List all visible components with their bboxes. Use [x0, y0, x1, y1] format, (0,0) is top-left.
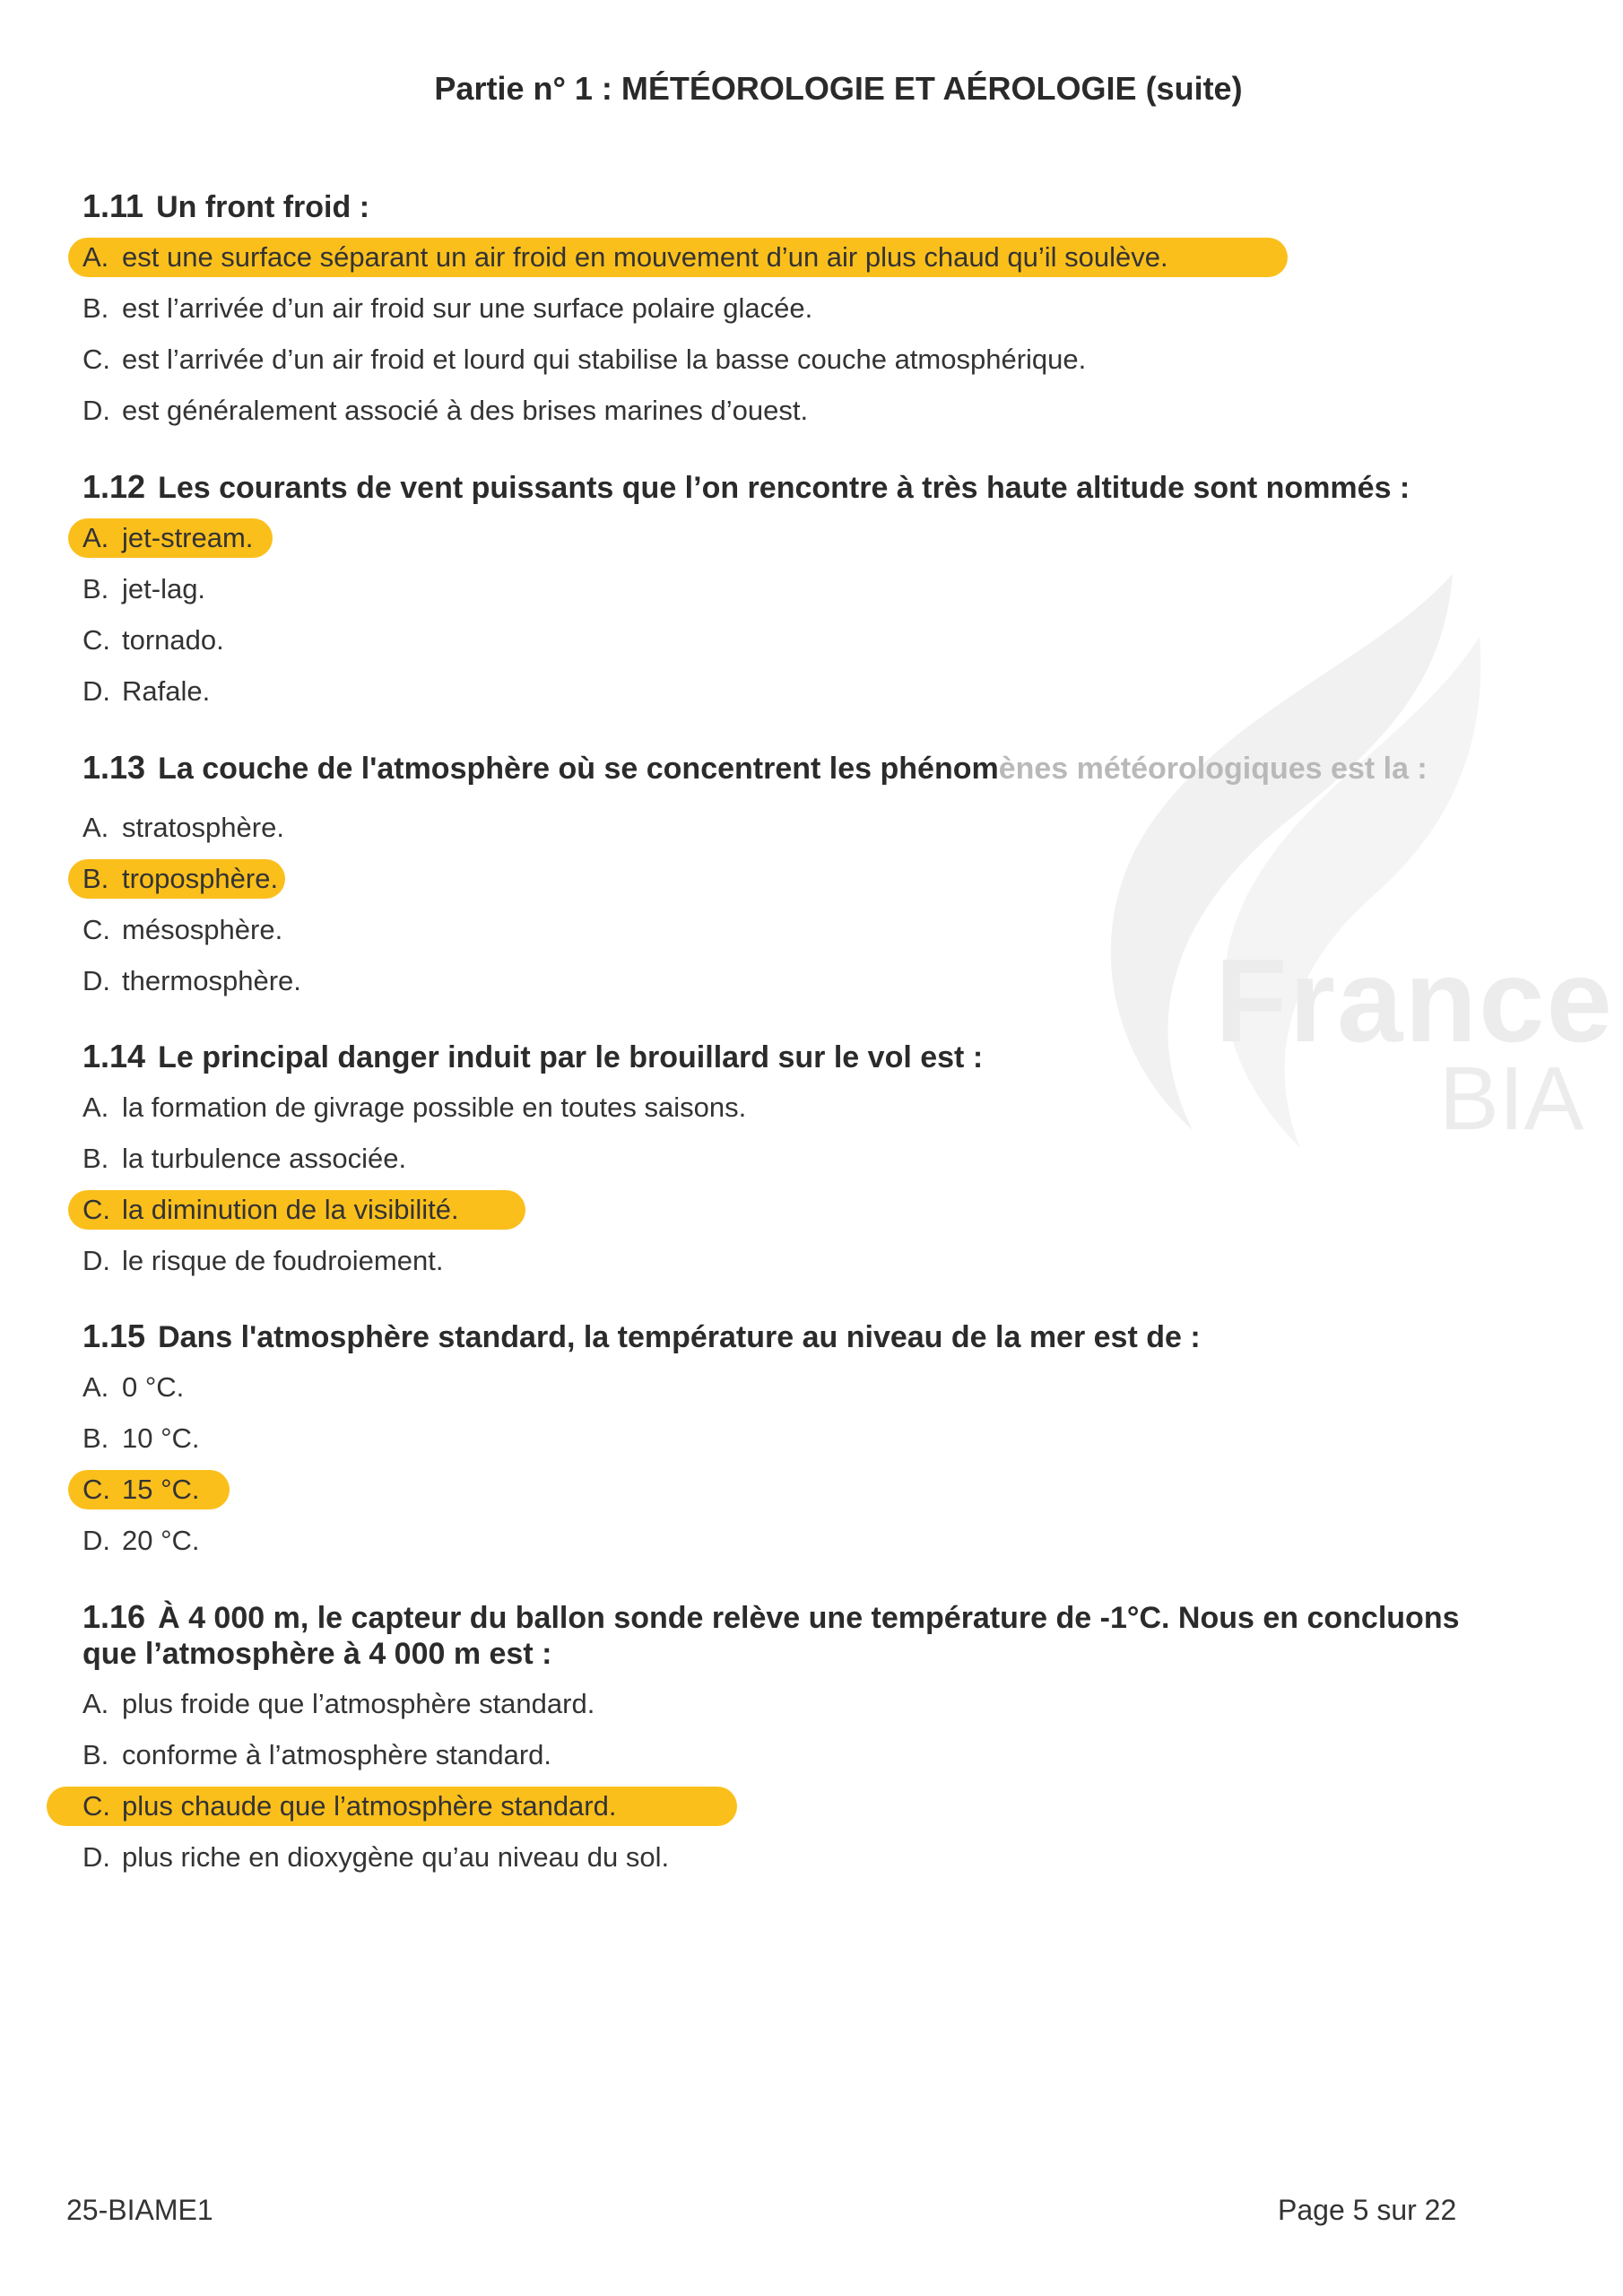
answer-text: le risque de foudroiement. [122, 1245, 444, 1276]
answer-letter: D. [82, 675, 110, 707]
question-1-12 [82, 469, 1499, 725]
answer-text: tornado. [122, 624, 224, 656]
answer-option-c [82, 1192, 1499, 1243]
answer-letter: B. [82, 573, 109, 604]
question-heading [82, 1318, 1499, 1355]
answer-letter: B. [82, 1422, 109, 1454]
question-heading [82, 750, 1499, 787]
answer-letter: A. [82, 241, 109, 273]
answer-text: mésosphère. [122, 914, 283, 945]
answer-text: plus riche en dioxygène qu’au niveau du sol. [122, 1841, 670, 1873]
answer-text: est l’arrivée d’un air froid et lourd qui stabilise la basse couche atmosphérique. [122, 344, 1087, 375]
answer-letter: A. [82, 1371, 109, 1403]
answer-option-a [82, 1370, 1499, 1421]
answer-option-c [82, 622, 1499, 674]
question-number: 1.14 [82, 1038, 146, 1074]
question-heading [82, 469, 1499, 506]
answer-letter: B. [82, 863, 109, 894]
answer-option-b [82, 571, 1499, 622]
answer-letter: D. [82, 965, 110, 996]
answer-option-c [82, 342, 1499, 393]
question-line-2: que l’atmosphère à 4 000 m est : [82, 1637, 552, 1671]
answer-option-c [82, 1788, 1499, 1839]
question-1-13 [82, 750, 1499, 1014]
answer-option-d [82, 1523, 1499, 1574]
answer-letter: D. [82, 1525, 110, 1556]
question-text: Un front froid : [156, 190, 370, 224]
question-number: 1.15 [82, 1318, 146, 1354]
answer-letter: C. [82, 1790, 110, 1822]
question-line-1 [82, 1599, 1499, 1636]
question-text: Le principal danger induit par le brouillard sur le vol est : [158, 1040, 984, 1074]
answer-option-d [82, 393, 1499, 444]
answer-option-d [82, 674, 1499, 725]
question-number: 1.11 [82, 187, 144, 224]
question-heading [82, 1599, 1499, 1672]
watermark-text-bia: BIA [1439, 1048, 1584, 1149]
answer-letter: B. [82, 1143, 109, 1174]
answer-option-c [82, 912, 1499, 963]
answer-text: 15 °C. [122, 1474, 200, 1505]
answer-text: est une surface séparant un air froid en mouvement d’un air plus chaud qu’il soulève. [122, 241, 1168, 273]
answer-text: jet-stream. [122, 522, 254, 553]
answer-letter: A. [82, 1688, 109, 1719]
answer-text: stratosphère. [122, 812, 284, 843]
answer-text: est l’arrivée d’un air froid sur une surface polaire glacée. [122, 292, 813, 324]
question-text: Dans l'atmosphère standard, la température au niveau de la mer est de : [158, 1320, 1201, 1354]
answer-option-b [82, 1421, 1499, 1472]
answer-text: est généralement associé à des brises marines d’ouest. [122, 395, 809, 426]
answer-letter: C. [82, 914, 110, 945]
answer-letter: A. [82, 1091, 109, 1123]
answer-letter: A. [82, 522, 109, 553]
question-text: La couche de l'atmosphère où se concentrent les phénom [158, 752, 999, 786]
question-number: 1.16 [82, 1598, 146, 1635]
question-1-11 [82, 188, 1499, 444]
answer-option-b [82, 291, 1499, 342]
answer-option-d [82, 1243, 1499, 1294]
answer-option-d [82, 1839, 1499, 1891]
question-number: 1.12 [82, 468, 146, 505]
answer-option-a [82, 239, 1499, 291]
answer-text: troposphère. [122, 863, 279, 894]
answer-text: 20 °C. [122, 1525, 200, 1556]
answer-text: thermosphère. [122, 965, 301, 996]
answer-text: jet-lag. [122, 573, 206, 604]
answer-text: Rafale. [122, 675, 211, 707]
answer-option-d [82, 963, 1499, 1014]
answer-letter: D. [82, 1841, 110, 1873]
answer-text: conforme à l’atmosphère standard. [122, 1739, 552, 1770]
answer-letter: B. [82, 292, 109, 324]
answer-letter: A. [82, 812, 109, 843]
question-text: À 4 000 m, le capteur du ballon sonde relève une température de -1°C. Nous en concluons [158, 1601, 1460, 1635]
answer-letter: C. [82, 1194, 110, 1225]
answer-option-a [82, 1090, 1499, 1141]
answer-text: plus froide que l’atmosphère standard. [122, 1688, 595, 1719]
answer-option-b [82, 1737, 1499, 1788]
answer-option-a [82, 810, 1499, 861]
question-number: 1.13 [82, 749, 146, 786]
answer-option-b [82, 1141, 1499, 1192]
answer-option-a [82, 520, 1499, 571]
answer-letter: D. [82, 395, 110, 426]
question-1-14 [82, 1039, 1499, 1294]
question-text-faded: ènes météorologiques est la : [998, 752, 1428, 786]
answer-text: la diminution de la visibilité. [122, 1194, 459, 1225]
answer-letter: B. [82, 1739, 109, 1770]
answer-letter: C. [82, 624, 110, 656]
footer-page-number: Page 5 sur 22 [1278, 2194, 1457, 2226]
question-1-16 [82, 1599, 1499, 1891]
question-heading [82, 188, 1499, 225]
answer-option-a [82, 1686, 1499, 1737]
answer-text: la turbulence associée. [122, 1143, 407, 1174]
question-heading [82, 1039, 1499, 1075]
question-1-15 [82, 1318, 1499, 1574]
watermark-text-france: France [1215, 935, 1614, 1066]
answer-text: la formation de givrage possible en toutes saisons. [122, 1091, 747, 1123]
question-text: Les courants de vent puissants que l’on rencontre à très haute altitude sont nommés : [158, 471, 1410, 505]
footer-document-code: 25-BIAME1 [66, 2194, 213, 2226]
answer-option-c [82, 1472, 1499, 1523]
answer-text: 0 °C. [122, 1371, 185, 1403]
answer-text: 10 °C. [122, 1422, 200, 1454]
answer-letter: D. [82, 1245, 110, 1276]
answer-letter: C. [82, 344, 110, 375]
answer-letter: C. [82, 1474, 110, 1505]
answer-text: plus chaude que l’atmosphère standard. [122, 1790, 617, 1822]
page-title: Partie n° 1 : MÉTÉOROLOGIE ET AÉROLOGIE (suite) [434, 70, 1243, 107]
answer-option-b [82, 861, 1499, 912]
